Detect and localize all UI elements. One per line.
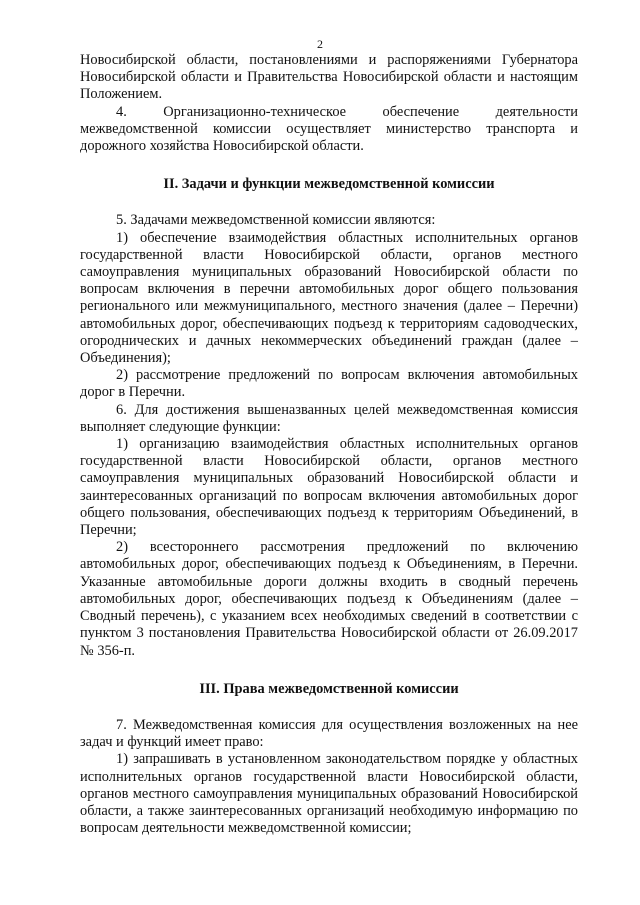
section-heading-2: II. Задачи и функции межведомственной комиссии: [163, 176, 495, 193]
page-number: 2: [317, 37, 323, 51]
paragraph-7: 7. Межведомственная комиссия для осуществления возложенных на нее задач и функций имеет право:: [80, 716, 578, 751]
paragraph-6-item-2: 2) всестороннего рассмотрения предложений по включению автомобильных дорог, обеспечивающих подъезд к Объединениям, в Перечни. Указанные автомобильные дороги должны входить в сводный перечень автомобильных дорог, обеспечивающих подъезд к Объединениям (далее – Сводный перечень), с указанием всех необходимых сведений в соответствии с пунктом 3 постановления Правительства Новосибирской области от 26.09.2017 № 356-п.: [80, 539, 578, 659]
paragraph-4: 4. Организационно-техническое обеспечение деятельности межведомственной комиссии осуществляет министерство транспорта и дорожного хозяйства Новосибирской области.: [80, 103, 578, 155]
paragraph-5-item-1: 1) обеспечение взаимодействия областных исполнительных органов государственной власти Новосибирской области, органов местного самоуправления муниципальных образований Новосибирской области по вопросам включения в перечни автомобильных дорог общего пользования регионального или межмуниципального, местного значения (далее – Перечни) автомобильных дорог, обеспечивающих подъезд к территориям садоводческих, огороднических и дачных некоммерческих объединений граждан (далее – Объединения);: [80, 229, 578, 367]
paragraph-continuation: Новосибирской области, постановлениями и распоряжениями Губернатора Новосибирской области и Правительства Новосибирской области и настоящим Положением.: [80, 52, 578, 103]
paragraph-6: 6. Для достижения вышеназванных целей межведомственная комиссия выполняет следующие функции:: [80, 401, 578, 435]
paragraph-5: 5. Задачами межведомственной комиссии являются:: [116, 212, 436, 229]
paragraph-5-item-2: 2) рассмотрение предложений по вопросам включения автомобильных дорог в Перечни.: [80, 367, 578, 401]
section-heading-3: III. Права межведомственной комиссии: [199, 680, 459, 697]
paragraph-7-item-1: 1) запрашивать в установленном законодательством порядке у областных исполнительных органов государственной власти Новосибирской области, органов местного самоуправления муниципальных образований Новосибирской области, а также заинтересованных организаций необходимую информацию по вопросам деятельности межведомственной комиссии;: [80, 751, 578, 837]
document-body: [80, 52, 578, 837]
paragraph-6-item-1: 1) организацию взаимодействия областных исполнительных органов государственной власти Новосибирской области, органов местного самоуправления муниципальных образований Новосибирской области и заинтересованных организаций по вопросам включения автомобильных дорог общего пользования, обеспечивающих подъезд к территориям Объединений, в Перечни;: [80, 436, 578, 539]
